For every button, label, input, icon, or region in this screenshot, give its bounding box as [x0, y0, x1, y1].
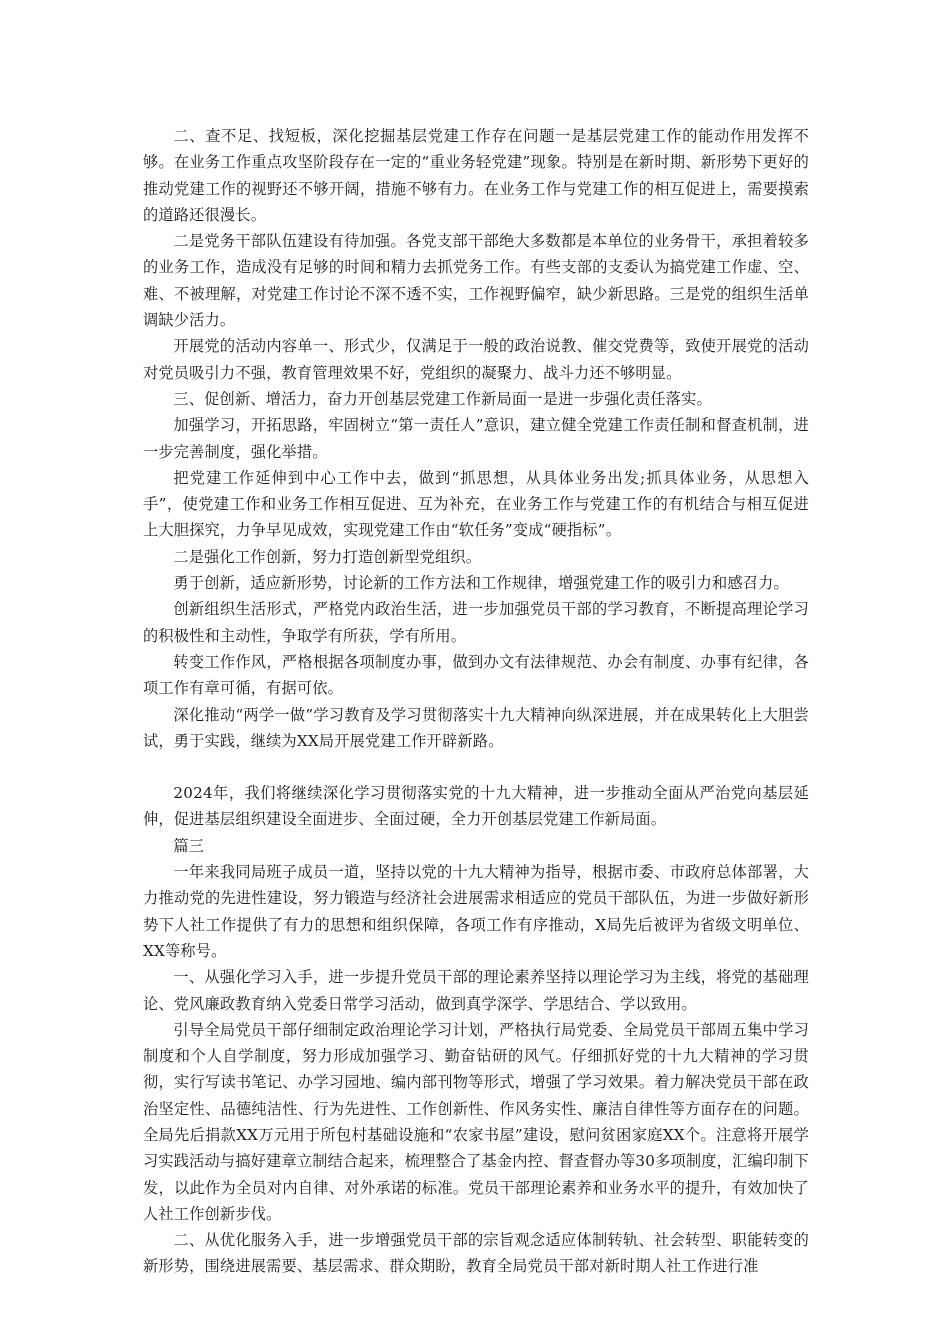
paragraph: 三、促创新、增活力，奋力开创基层党建工作新局面一是进一步强化责任落实。: [173, 389, 712, 408]
paragraph: 创新组织生活形式，严格党内政治生活，进一步加强党员干部的学习教育，不断提高理论学习的积极性和主动性，争取学有所获，学有所用。: [143, 600, 809, 645]
paragraph: 二、从优化服务入手，进一步增强党员干部的宗旨观念适应体制转轨、社会转型、职能转变的新形势，围绕进展需要、基层需求、群众期盼，教育全局党员干部对新时期人社工作进行准: [143, 1231, 809, 1276]
paragraph: 勇于创新，适应新形势，讨论新的工作方法和工作规律，增强党建工作的吸引力和感召力。: [173, 574, 789, 593]
paragraph: 二是强化工作创新，努力打造创新型党组织。: [173, 547, 482, 566]
paragraph: 2024年，我们将继续深化学习贯彻落实党的十九大精神，进一步推动全面从严治党向基层延伸，促进基层组织建设全面进步、全面过硬，全力开创基层党建工作新局面。: [143, 784, 809, 829]
document-body: [143, 123, 809, 1280]
paragraph: 二是党务干部队伍建设有待加强。各党支部干部绝大多数都是本单位的业务骨干，承担着较多的业务工作，造成没有足够的时间和精力去抓党务工作。有些支部的支委认为搞党建工作虚、空、难、不被理解，对党建工作讨论不深不透不实，工作视野偏窄，缺少新思路。三是党的组织生活单调缺少活力。: [143, 232, 809, 330]
section-gap: [143, 754, 809, 780]
paragraph: 深化推动“两学一做”学习教育及学习贯彻落实十九大精神向纵深进展，并在成果转化上大胆尝试，勇于实践，继续为XX局开展党建工作开辟新路。: [143, 705, 809, 750]
paragraph: 开展党的活动内容单一、形式少，仅满足于一般的政治说教、催交党费等，致使开展党的活动对党员吸引力不强，教育管理效果不好，党组织的凝聚力、战斗力还不够明显。: [143, 337, 809, 382]
paragraph: 引导全局党员干部仔细制定政治理论学习计划，严格执行局党委、全局党员干部周五集中学习制度和个人自学制度，努力形成加强学习、勤奋钻研的风气。仔细抓好党的十九大精神的学习贯彻，实行写读书笔记、办学习园地、编内部刊物等形式，增强了学习效果。着力解决党员干部在政治坚定性、品德纯洁性、行为先进性、工作创新性、作风务实性、廉洁自律性等方面存在的问题。全局先后捐款XX万元用于所包村基础设施和“农家书屋”建设，慰问贫困家庭XX个。注意将开展学习实践活动与搞好建章立制结合起来，梳理整合了基金内控、督查督办等30多项制度，汇编印制下发，以此作为全员对内自律、对外承诺的标准。党员干部理论素养和业务水平的提升，有效加快了人社工作创新步伐。: [143, 1020, 810, 1223]
paragraph: 二、查不足、找短板，深化挖掘基层党建工作存在问题一是基层党建工作的能动作用发挥不够。在业务工作重点攻坚阶段存在一定的“重业务轻党建”现象。特别是在新时期、新形势下更好的推动党建工作的视野还不够开阔，措施不够有力。在业务工作与党建工作的相互促进上，需要摸索的道路还很漫长。: [143, 127, 809, 224]
paragraph: 加强学习，开拓思路，牢固树立“第一责任人”意识，建立健全党建工作责任制和督查机制，进一步完善制度，强化举措。: [143, 416, 809, 461]
paragraph: 把党建工作延伸到中心工作中去，做到“抓思想，从具体业务出发;抓具体业务，从思想入手”，使党建工作和业务工作相互促进、互为补充，在业务工作与党建工作的有机结合与相互促进上大胆探究，力争早见成效，实现党建工作由“软任务”变成“硬指标”。: [143, 468, 809, 540]
paragraph: 一、从强化学习入手，进一步提升党员干部的理论素养坚持以理论学习为主线，将党的基础理论、党风廉政教育纳入党委日常学习活动，做到真学深学、学思结合、学以致用。: [143, 968, 809, 1013]
paragraph: 转变工作作风，严格根据各项制度办事，做到办文有法律规范、办会有制度、办事有纪律，各项工作有章可循，有据可依。: [143, 652, 809, 698]
paragraph: 一年来我同局班子成员一道，坚持以党的十九大精神为指导，根据市委、市政府总体部署，大力推动党的先进性建设，努力锻造与经济社会进展需求相适应的党员干部队伍，为进一步做好新形势下人社工作提供了有力的思想和组织保障，各项工作有序推动，X局先后被评为省级文明单位、XX等称号。: [143, 863, 809, 960]
section-heading: 篇三: [173, 836, 205, 855]
